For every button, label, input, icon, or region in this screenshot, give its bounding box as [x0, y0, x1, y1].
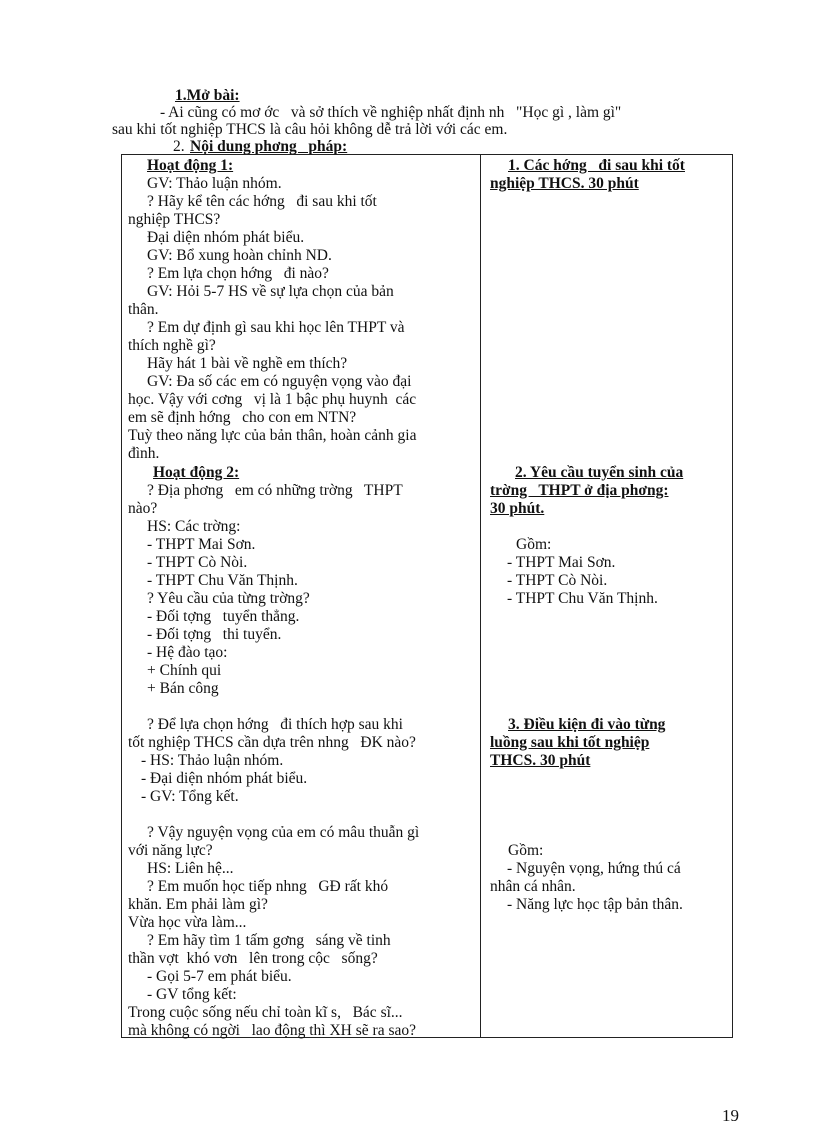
left-line: mà không có ngời lao động thì XH sẽ ra sao?	[128, 1022, 416, 1039]
left-line: ? Em hãy tìm 1 tấm gơng sáng về tinh	[147, 932, 391, 949]
left-line: nào?	[128, 500, 158, 517]
left-line: ? Hãy kể tên các hớng đi sau khi tốt	[147, 193, 377, 210]
left-line: - Đối tợng thi tuyển.	[147, 626, 282, 643]
left-line: HS: Các trờng:	[147, 518, 241, 535]
left-line: ? Yêu cầu của từng trờng?	[147, 590, 310, 607]
left-line: Trong cuộc sống nếu chỉ toàn kĩ s, Bác sĩ...	[128, 1004, 403, 1021]
activity-1-heading: Hoạt động 1:	[147, 157, 234, 174]
right-heading-3: 3. Điều kiện đi vào từng	[508, 716, 666, 733]
left-line: ? Em lựa chọn hớng đi nào?	[147, 265, 329, 282]
left-line: - Hệ đào tạo:	[147, 644, 228, 661]
left-line: ? Em dự định gì sau khi học lên THPT và	[147, 319, 405, 336]
right-heading-1: 1. Các hớng đi sau khi tốt	[508, 157, 685, 174]
left-line: - HS: Thảo luận nhóm.	[141, 752, 284, 769]
left-line: với năng lực?	[128, 842, 213, 859]
left-line: + Bán công	[147, 680, 219, 697]
right-heading-2: 2. Yêu cầu tuyển sinh của	[515, 464, 684, 481]
right-line: - THPT Chu Văn Thịnh.	[507, 590, 658, 607]
right-line: Gồm:	[516, 536, 552, 553]
left-line: ? Địa phơng em có những trờng THPT	[147, 482, 403, 499]
left-line: GV: Đa số các em có nguyện vọng vào đại	[147, 373, 412, 390]
right-line: - THPT Cò Nòi.	[507, 572, 608, 589]
left-line: - GV: Tổng kết.	[141, 788, 239, 805]
left-line: học. Vậy với cơng vị là 1 bậc phụ huynh các	[128, 391, 417, 408]
left-line: - Gọi 5-7 em phát biểu.	[147, 968, 292, 985]
section-2-title: Nội dung phơng pháp:	[190, 138, 348, 155]
activity-2-heading: Hoạt động 2:	[153, 464, 240, 481]
left-line: ? Để lựa chọn hớng đi thích hợp sau khi	[147, 716, 403, 733]
right-line: nhân cá nhân.	[490, 878, 576, 895]
left-line: GV: Bổ xung hoàn chỉnh ND.	[147, 247, 332, 264]
left-line: thần vợt khó vơn lên trong cộc sống?	[128, 950, 378, 967]
left-line: Đại diện nhóm phát biểu.	[147, 229, 305, 246]
left-line: + Chính qui	[147, 662, 222, 679]
left-line: - THPT Chu Văn Thịnh.	[147, 572, 298, 589]
page-number: 19	[722, 1106, 739, 1125]
left-line: GV: Hỏi 5-7 HS về sự lựa chọn của bản	[147, 283, 394, 300]
left-line: khăn. Em phải làm gì?	[128, 896, 268, 913]
left-line: em sẽ định hớng cho con em NTN?	[128, 409, 357, 426]
left-line: Vừa học vừa làm...	[128, 914, 247, 931]
left-line: thân.	[128, 301, 159, 318]
right-heading-3: luồng sau khi tốt nghiệp	[490, 734, 650, 751]
left-line: Hãy hát 1 bài về nghề em thích?	[147, 355, 348, 372]
column-divider	[480, 154, 481, 1038]
left-line: - GV tổng kết:	[147, 986, 237, 1003]
left-line: tốt nghiệp THCS cần dựa trên nhng ĐK nào?	[128, 734, 416, 751]
right-heading-2: 30 phút.	[490, 500, 545, 517]
left-line: - Đại diện nhóm phát biểu.	[141, 770, 308, 787]
left-line: đình.	[128, 445, 160, 462]
right-heading-2: trờng THPT ở địa phơng:	[490, 482, 669, 499]
left-line: - THPT Mai Sơn.	[147, 536, 256, 553]
left-line: HS: Liên hệ...	[147, 860, 234, 877]
left-line: - THPT Cò Nòi.	[147, 554, 248, 571]
right-line: - THPT Mai Sơn.	[507, 554, 616, 571]
right-line: Gồm:	[508, 842, 544, 859]
section-2-number: 2.	[173, 138, 185, 155]
left-line: nghiệp THCS?	[128, 211, 221, 228]
left-line: GV: Thảo luận nhóm.	[147, 175, 282, 192]
left-line: ? Vậy nguyện vọng của em có mâu thuẫn gì	[147, 824, 420, 841]
left-line: Tuỳ theo năng lực của bản thân, hoàn cảnh gia	[128, 427, 417, 444]
left-line: thích nghề gì?	[128, 337, 216, 354]
right-line: - Năng lực học tập bản thân.	[507, 896, 683, 913]
left-line: ? Em muốn học tiếp nhng GĐ rất khó	[147, 878, 389, 895]
intro-line-2: sau khi tốt nghiệp THCS là câu hỏi không dễ trả lời với các em.	[112, 121, 508, 138]
intro-line-1: - Ai cũng có mơ ớc và sở thích về nghiệp nhất định nh "Học gì , làm gì"	[160, 104, 622, 121]
right-line: - Nguyện vọng, hứng thú cá	[507, 860, 681, 877]
section-1-title: 1.Mở bài:	[175, 87, 240, 104]
right-heading-3: THCS. 30 phút	[490, 752, 591, 769]
left-line: - Đối tợng tuyển thẳng.	[147, 608, 300, 625]
right-heading-1: nghiệp THCS. 30 phút	[490, 175, 639, 192]
